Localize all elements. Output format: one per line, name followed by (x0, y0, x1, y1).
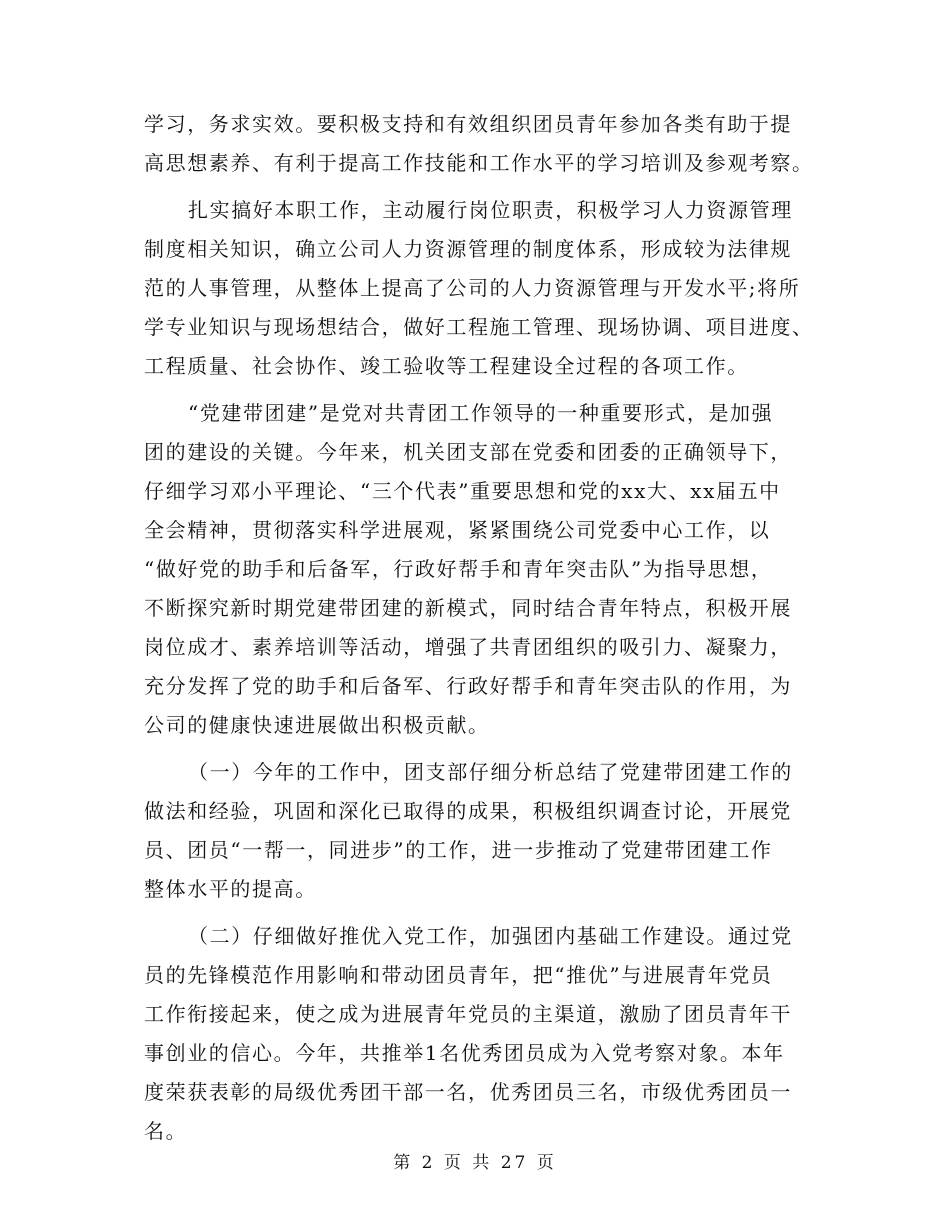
text-line: 岗位成才、素养培训等活动，增强了共青团组织的吸引力、凝聚力， (144, 635, 792, 659)
text-line: 范的人事管理，从整体上提高了公司的人力资源管理与开发水平;将所 (144, 276, 801, 300)
text-line: 制度相关知识，确立公司人力资源管理的制度体系，形成较为法律规 (144, 237, 792, 261)
text-line: 名。 (144, 1119, 188, 1143)
text-line: 学专业知识与现场想结合，做好工程施工管理、现场协调、项目进度、 (144, 315, 814, 339)
paragraph-study (144, 105, 824, 183)
text-line: 员的先锋模范作用影响和带动团员青年，把“推优”与进展青年党员 (144, 963, 773, 987)
text-line: 仔细学习邓小平理论、“三个代表”重要思想和党的xx大、xx届五中 (144, 479, 781, 503)
text-line: 全会精神，贯彻落实科学进展观，紧紧围绕公司党委中心工作，以 (144, 518, 771, 542)
text-line: 员、团员“一帮一，同进步”的工作，进一步推动了党建带团建工作 (144, 838, 773, 862)
text-line: 学习，务求实效。要积极支持和有效组织团员青年参加各类有助于提 (144, 112, 792, 136)
paragraph-party-league (144, 394, 824, 745)
text-line: 充分发挥了党的助手和后备军、行政好帮手和青年突击队的作用，为 (144, 674, 792, 698)
text-line: 做法和经验，巩固和深化已取得的成果，积极组织调查讨论，开展党 (144, 799, 792, 823)
text-line: 工程质量、社会协作、竣工验收等工程建设全过程的各项工作。 (144, 354, 749, 378)
text-line: “做好党的助手和后备军，行政好帮手和青年突击队”为指导思想， (144, 557, 773, 581)
paragraph-item-two (144, 917, 824, 1151)
paragraph-job-duties (144, 191, 824, 386)
text-line: 事创业的信心。今年，共推举1名优秀团员成为入党考察对象。本年 (144, 1041, 785, 1065)
paragraph-item-one (144, 753, 824, 909)
text-line: 团的建设的关键。今年来，机关团支部在党委和团委的正确领导下， (144, 440, 792, 464)
page-number-footer: 第 2 页 共 27 页 (393, 1153, 557, 1173)
text-line: 公司的健康快速进展做出积极贡献。 (144, 713, 490, 737)
document-body (144, 105, 824, 1159)
text-line: “党建带团建”是党对共青团工作领导的一种重要形式，是加强 (188, 401, 774, 425)
text-line: 度荣获表彰的局级优秀团干部一名，优秀团员三名，市级优秀团员一 (144, 1080, 792, 1104)
text-line: 高思想素养、有利于提高工作技能和工作水平的学习培训及参观考察。 (144, 151, 814, 175)
text-line: 整体水平的提高。 (144, 877, 317, 901)
text-line: （一）今年的工作中，团支部仔细分析总结了党建带团建工作的 (188, 760, 793, 784)
text-line: 工作衔接起来，使之成为进展青年党员的主渠道，激励了团员青年干 (144, 1002, 792, 1026)
text-line: （二）仔细做好推优入党工作，加强团内基础工作建设。通过党 (188, 924, 793, 948)
text-line: 不断探究新时期党建带团建的新模式，同时结合青年特点，积极开展 (144, 596, 792, 620)
text-line: 扎实搞好本职工作，主动履行岗位职责，积极学习人力资源管理 (188, 198, 793, 222)
